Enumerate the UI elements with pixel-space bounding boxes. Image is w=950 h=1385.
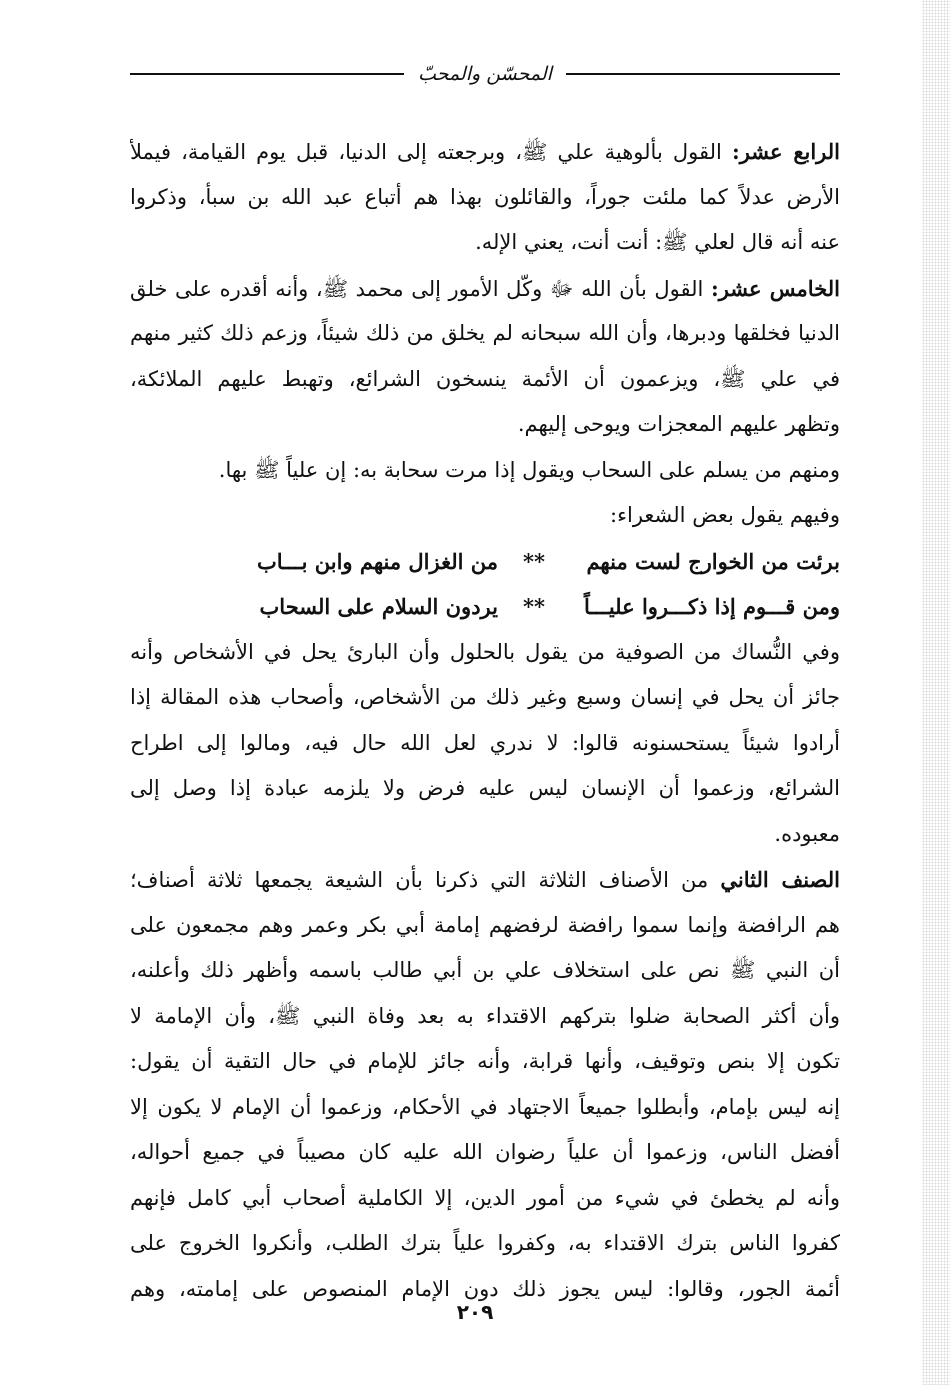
line-text: الدنيا فخلقها ودبرها، وأن الله سبحانه لم يخلق من ذلك شيئاً، وزعم ذلك كثير منهم xyxy=(130,321,840,345)
text-block-1 xyxy=(130,129,840,539)
line-text: أن النبي ﷺ نص على استخلاف علي بن أبي طالب باسمه وأظهر ذلك وأعلنه، xyxy=(130,958,840,982)
verse-line xyxy=(130,539,840,585)
header-rule-right xyxy=(566,73,840,75)
line-text: من الأصناف الثلاثة التي ذكرنا بأن الشيعة يجمعها ثلاثة أصناف؛ xyxy=(130,868,721,892)
text-line xyxy=(130,1176,840,1222)
section-heading: الصنف الثاني xyxy=(720,867,840,892)
text-line xyxy=(130,448,840,494)
line-text: إنه ليس بإمام، وأبطلوا جميعاً الاجتهاد في الأحكام، وزعموا أن الإمام لا يكون إلا xyxy=(130,1094,840,1119)
line-text: ومنهم من يسلم على السحاب ويقول إذا مرت سحابة به: إن علياً ﷺ بها. xyxy=(218,457,840,482)
page-body xyxy=(130,129,840,1312)
hemistich: من الغزال منهم وابن بـــاب xyxy=(256,548,498,574)
line-text: وفيهم يقول بعض الشعراء: xyxy=(610,503,840,527)
text-line xyxy=(130,1039,840,1085)
document-page xyxy=(130,55,840,1312)
line-text: وفي النُّساك من الصوفية من يقول بالحلول وأن البارئ يحل في الأشخاص وأنه xyxy=(130,639,840,664)
line-text: وأن أكثر الصحابة ضلوا بتركهم الاقتداء به بعد وفاة النبي ﷺ، وأن الإمامة لا xyxy=(130,1003,840,1028)
line-text: القول بأن الله ﷻ وكّل الأمور إلى محمد ﷺ، وأنه أقدره على خلق xyxy=(130,276,711,301)
text-line xyxy=(130,1085,840,1131)
text-line xyxy=(130,357,840,403)
text-line xyxy=(130,266,840,312)
running-header xyxy=(130,55,840,93)
line-text: وأنه لم يخطئ في شيء من أمور الدين، إلا الكاملية أصحاب أبي كامل فإنهم xyxy=(130,1185,840,1210)
hemistich: برئت من الخوارج لست منهم xyxy=(586,548,840,574)
line-text: معبوده. xyxy=(774,821,840,846)
page-edge-texture xyxy=(922,0,950,1385)
verse-separator: ** xyxy=(523,594,545,619)
header-title: المحسّن والمحبّ xyxy=(418,63,552,85)
line-text: كفروا الناس بترك الاقتداء به، وكفروا علياً بترك الطلب، وأنكروا الخروج على xyxy=(130,1231,840,1255)
text-line xyxy=(130,994,840,1040)
verse-line xyxy=(130,584,840,630)
text-line xyxy=(130,175,840,221)
line-text: أرادوا شيئاً يستحسنونه قالوا: لا ندري لعل الله حال فيه، ومالوا إلى اطراح xyxy=(130,730,840,755)
hemistich: ومن قـــوم إذا ذكـــروا عليـــاً xyxy=(583,594,840,619)
text-line xyxy=(130,129,840,175)
text-line xyxy=(130,766,840,812)
text-block-2 xyxy=(130,630,840,1313)
section-heading: الخامس عشر: xyxy=(710,275,840,301)
line-text: عنه أنه قال لعلي ﷺ: أنت أنت، يعني الإله. xyxy=(475,230,840,254)
line-text: القول بألوهية علي ﷺ، وبرجعته إلى الدنيا، قبل يوم القيامة، فيملأ xyxy=(130,140,732,164)
text-line xyxy=(130,721,840,767)
text-line xyxy=(130,220,840,266)
line-text: أئمة الجور، وقالوا: ليس يجوز ذلك دون الإمام المنصوص على إمامته، وهم xyxy=(130,1276,840,1301)
line-text: أفضل الناس، وزعموا أن علياً رضوان الله عليه كان مصيباً في جميع أحواله، xyxy=(130,1140,840,1164)
text-line xyxy=(130,311,840,357)
text-line xyxy=(130,903,840,949)
hemistich: يردون السلام على السحاب xyxy=(259,594,498,619)
line-text: في علي ﷺ، ويزعمون أن الأئمة ينسخون الشرائع، وتهبط عليهم الملائكة، xyxy=(130,366,840,391)
line-text: جائز أن يحل في إنسان وسبع وغير ذلك من الأشخاص، وأصحاب هذه المقالة إذا xyxy=(130,685,840,709)
text-line xyxy=(130,812,840,858)
header-rule-left xyxy=(130,73,404,75)
line-text: الأرض عدلاً كما ملئت جوراً، والقائلون بهذا هم أتباع عبد الله بن سبأ، وذكروا xyxy=(130,184,840,209)
line-text: تكون إلا بنص وتوقيف، وأنها قرابة، وأنه جائز للإمام في حال التقية أن يقول: xyxy=(130,1049,840,1073)
text-line xyxy=(130,675,840,721)
text-line xyxy=(130,1130,840,1176)
verse-separator: ** xyxy=(523,548,545,574)
text-line xyxy=(130,402,840,448)
poem-verses xyxy=(130,539,840,630)
section-heading: الرابع عشر: xyxy=(731,139,840,164)
text-line xyxy=(130,630,840,676)
text-line xyxy=(130,948,840,994)
page-number: ٢٠٩ xyxy=(456,1300,494,1324)
line-text: وتظهر عليهم المعجزات ويوحى إليهم. xyxy=(517,412,840,436)
text-line xyxy=(130,1221,840,1267)
line-text: هم الرافضة وإنما سموا رافضة لرفضهم إمامة أبي بكر وعمر وهم مجمعون على xyxy=(130,912,840,937)
text-line xyxy=(130,493,840,539)
text-line xyxy=(130,857,840,903)
line-text: الشرائع، وزعموا أن الإنسان ليس عليه فرض ولا يلزمه عبادة إذا وصل إلى xyxy=(130,776,840,800)
